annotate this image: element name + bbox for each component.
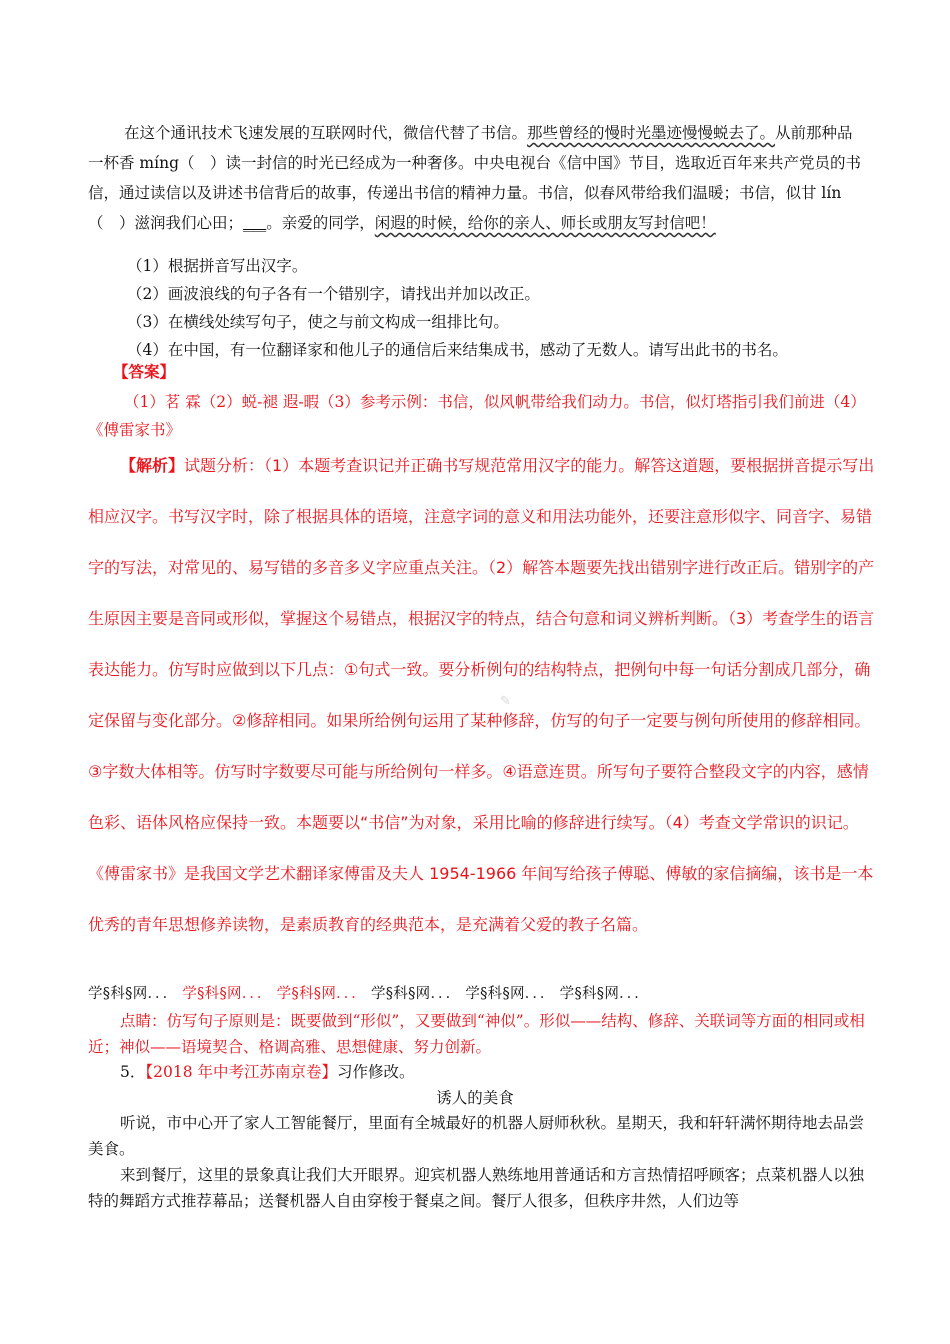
fill-blank: ___ <box>243 214 267 232</box>
question-5-source: 【2018 年中考江苏南京卷】 <box>145 1063 337 1081</box>
hint-body: 点睛：仿写句子原则是：既要做到“形似”，又要做到“神似”。形似——结构、修辞、关联词等方面的相同或相近；神似——语境契合、格调高雅、思想健康、努力创新。 <box>88 1012 865 1056</box>
question-5-number: 5． <box>120 1063 146 1081</box>
watermark-5: 学§科§网．．． <box>465 986 555 1002</box>
essay-paragraph-1: 听说，市中心开了家人工智能餐厅，里面有全城最好的机器人厨师秋秋。星期天，我和轩轩满怀期待地去品尝美食。 <box>88 1114 865 1158</box>
passage-text-1: 在这个通讯技术飞速发展的互联网时代，微信代替了书信。 <box>124 124 528 142</box>
passage <box>88 118 868 238</box>
watermark-6: 学§科§网．．． <box>559 986 650 1002</box>
watermark-1: 学§科§网．．． <box>88 986 178 1002</box>
essay-paragraph <box>88 1110 868 1162</box>
question-4: （4）在中国，有一位翻译家和他儿子的通信后来结集成书，感动了无数人。请写出此书的书名。 <box>127 341 788 359</box>
question-1: （1）根据拼音写出汉字。 <box>127 257 308 275</box>
essay-paragraph <box>88 1162 868 1214</box>
hint <box>88 1008 868 1060</box>
essay-paragraph-2: 来到餐厅，这里的景象真让我们大开眼界。迎宾机器人熟练地用普通话和方言热情招呼顾客；点菜机器人以独特的舞蹈方式推荐幕品；送餐机器人自由穿梭于餐桌之间。餐厅人很多，但秩序井然，人们边等 <box>88 1166 865 1210</box>
essay-title: 诱人的美食 <box>436 1089 514 1107</box>
watermark-3: 学§科§网．．． <box>276 986 367 1002</box>
passage-text-3: 。亲爱的同学， <box>266 214 375 232</box>
question-2: （2）画波浪线的句子各有一个错别字，请找出并加以改正。 <box>127 285 540 303</box>
watermark-4: 学§科§网．．． <box>370 986 461 1002</box>
analysis <box>88 440 878 950</box>
watermark-logo-icon: ✎ <box>500 694 511 709</box>
answer-body: （1）茗 霖（2）蜕-褪 遐-暇（3）参考示例：书信，似风帆带给我们动力。书信，似灯塔指引我们前进（4）《傅雷家书》 <box>88 393 866 439</box>
question-3: （3）在横线处续写句子，使之与前文构成一组排比句。 <box>127 313 509 331</box>
watermark-2: 学§科§网．．． <box>182 986 272 1002</box>
passage-text-2: 从前那种品一杯香 míng（ ）读一封信的时光已经成为一种奢侈。中央电视台《信中国》节目，选取近百年来共产党员的书信，通过读信以及讲述书信背后的故事，传递出书信的精神力量。书信，似春风带给我们温暖；书信，似甘 lín（ ）滋润我们心田； <box>88 124 861 232</box>
analysis-tag: 【解析】 <box>120 456 185 475</box>
watermark-row <box>88 982 649 1003</box>
answer-tag: 【答案】 <box>113 362 176 381</box>
analysis-body: 试题分析：（1）本题考查识记并正确书写规范常用汉字的能力。解答这道题，要根据拼音提示写出相应汉字。书写汉字时，除了根据具体的语境，注意字词的意义和用法功能外，还要注意形似字、同音字、易错字的写法，对常见的、易写错的多音多义字应重点关注。（2）解答本题要先找出错别字进行改正后。错别字的产生原因主要是音同或形似，掌握这个易错点，根据汉字的特点，结合句意和词义辨析判断。（3）考查学生的语言表达能力。仿写时应做到以下几点：①句式一致。要分析例句的结构特点，把例句中每一句话分割成几部分，确定保留与变化部分。②修辞相同。如果所给例句运用了某种修辞，仿写的句子一定要与例句所使用的修辞相同。③字数大体相等。仿写时字数要尽可能与所给例句一样多。④语意连贯。所写句子要符合整段文字的内容，感情色彩、语体风格应保持一致。本题要以“书信”为对象，采用比喻的修辞进行续写。（4）考查文学常识的识记。《傅雷家书》是我国文学艺术翻译家傅雷及夫人 1954-1966 年间写给孩子傅聪、傅敏的家信摘编，该书是一本优秀的青年思想修养读物，是素质教育的经典范本，是充满着父爱的教子名篇。 <box>88 456 875 934</box>
question-5-text: 习作修改。 <box>337 1063 415 1081</box>
question-5 <box>120 1060 415 1082</box>
wavy-sentence-2: 闲遐的时候，给你的亲人、师长或朋友写封信吧！ <box>374 214 716 232</box>
answer-text <box>88 388 868 444</box>
wavy-sentence-1: 那些曾经的慢时光墨迹慢慢蜕去了。 <box>527 124 776 142</box>
essay-body <box>88 1110 868 1214</box>
